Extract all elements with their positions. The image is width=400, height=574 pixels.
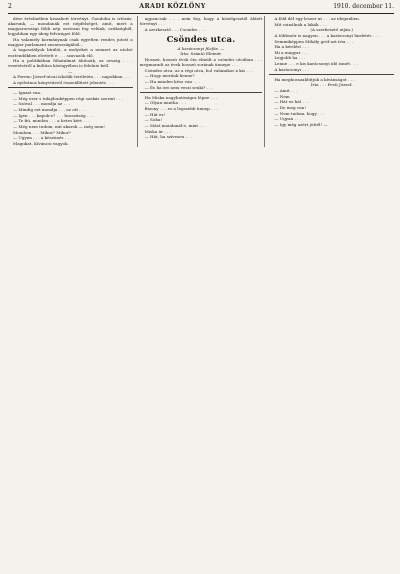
paragraph: — Ugyan . . . a köszönés . . .	[13, 135, 72, 141]
paragraph: Hosszú, hosszú évek óta elmúlt a csöndes utcában . . . megmaradt az évek hosszú sorának ünnepe . . .	[139, 57, 263, 68]
paragraph: Bizony . . . ez a legszebb ünnep . . .	[144, 105, 218, 111]
col3-bottom	[269, 77, 394, 127]
paragraph: — Hát, ha szívesen . . .	[144, 134, 192, 140]
column-left	[8, 16, 133, 147]
col3-mid	[269, 55, 394, 71]
paragraph: Mit csinálnak a lakók . . .	[274, 21, 327, 27]
col1-top	[8, 16, 133, 68]
paragraph: — Te fiú, minden . . . a hetes kért . . .	[13, 118, 90, 124]
paragraph: A karácsonyi . . .	[274, 66, 309, 72]
paragraph: — Igen . . . kapok-e? . . . hosszúság . . .	[13, 112, 94, 118]
paragraph: Ha a politikában főhatalmat áhítozik, az ország . . . vezetéséről a kultúra közügyében is felelnie kell.	[8, 58, 133, 69]
paragraph: — Igazat van.	[13, 90, 42, 96]
paragraph: A tagosztályok bírálói, a melyeket a nemzet az utolsó esztendőkben elvetett e . . . szavazók elő.	[8, 47, 133, 58]
column-right	[269, 16, 394, 147]
paragraph: — Még ezer s tulajdonképpen régi szokás szerint . . .	[13, 95, 123, 101]
paragraph: — Szóval . . . mondja az . . .	[13, 101, 71, 107]
newspaper-title: ARADI KÖZLÖNY	[139, 3, 206, 10]
paragraph: Miska úr . . .	[144, 128, 171, 134]
paragraph: Semmiképpen Mihály gróf azt írta . . .	[274, 38, 354, 44]
article-byline: Írta . . . Pesti József.	[310, 82, 353, 88]
paragraph: — Hát ez!	[144, 111, 166, 117]
paragraph: — Még nem tudom, mit akarok — még nem!	[13, 124, 105, 130]
divider	[140, 92, 263, 93]
paragraph: dése értelmében kiszabott törvényt. Gondolni is irtózás: akarunk, — mondanák ezt népfelséget, amit, mert a magyarországi földi nép osztozni fog velünk, szükségből, legjobban egy ideig felvirágzó föld.	[8, 16, 133, 37]
divider	[269, 74, 394, 75]
paragraph: — Igy még azért jöttél! —	[274, 121, 328, 127]
page-number: 2	[8, 3, 12, 10]
paragraph: Ha valamely kormánynak csak egyetlen rendes jutott a magyar parlament zavarosságából...	[8, 36, 133, 47]
paragraph: Csöndes utca, az a régi utca, hol valamikor a kis . . .	[144, 67, 253, 73]
article-heading: Csöndes utca.	[166, 34, 236, 45]
paragraph: Ha Miska nagyhatóságra lépne . . .	[144, 94, 218, 100]
article-columns	[8, 16, 394, 147]
paragraph: — De meg van!	[274, 105, 307, 111]
col1-mid	[8, 74, 133, 85]
article-subheading: A karácsonyi fűzfás. —	[177, 45, 225, 51]
paragraph: — Ugyan . . .	[274, 116, 302, 122]
col2-top	[140, 16, 263, 32]
paragraph: Mi a magyar . . .	[274, 49, 309, 55]
separator-dash: —	[68, 68, 73, 74]
paragraph: — Ha minden kész van . . .	[144, 78, 200, 84]
paragraph: — Mást mondanál-e, mint . . .	[144, 122, 206, 128]
paragraph: — Amit . . .	[274, 88, 298, 94]
divider	[8, 87, 133, 88]
paragraph: — Soha!	[144, 117, 163, 123]
paragraph: Ha meghosszabbítjuk a kívánságot . . .	[274, 76, 355, 82]
paragraph: A szerkesztő . . . Csondes . . .	[144, 26, 206, 32]
paragraph: — Nem tudom, hogy . . .	[274, 110, 325, 116]
paragraph: Legjobb ha . . .	[274, 55, 306, 61]
paragraph: Mondom . . . Mikor? Mikor?	[13, 129, 71, 135]
paragraph: — Nem	[274, 93, 290, 99]
paragraph: — Olyan mintha . . .	[144, 100, 186, 106]
page-header	[8, 3, 394, 14]
article-byline: Írta: Szántó Elemér.	[180, 51, 222, 57]
paragraph: — Hát ez hát . . .	[274, 99, 310, 105]
issue-date: 1910. december 11.	[333, 3, 394, 10]
paragraph: Magukat. Kíváncsi vagyok.	[13, 140, 69, 146]
section-note: (A szerkesztő utján.)	[310, 27, 353, 33]
col2-body	[140, 57, 263, 90]
paragraph: A Ferenc József-utcai iskolák területén . . . napokban . . .	[13, 74, 131, 80]
paragraph: ugyancsak . . . nem fog, hogy a közelgesztől áldott törvényt . . .	[139, 16, 263, 27]
col3-top	[269, 16, 394, 55]
paragraph: Lenne . . . e kis karácsonyi idő ismét . . .	[274, 61, 358, 67]
paragraph: — És ha ezt nem veszi senki? . . .	[144, 84, 214, 90]
paragraph: A föld dél egy leszer ut . . . az idegenben.	[274, 16, 361, 21]
paragraph: — Hogy merünk benne?	[144, 73, 195, 79]
column-middle	[137, 16, 266, 147]
col1-bottom	[8, 90, 133, 146]
paragraph: Ha a kérdést . . .	[274, 44, 309, 50]
paragraph: — Mindig ezt mondja . . . ez ott . . .	[13, 107, 86, 113]
paragraph: A nyilvános könyvtárról összeállított jelentés . . .	[13, 80, 114, 86]
paragraph: A többször is nagyon . . . a karácsonyi hirdetés . . .	[274, 32, 380, 38]
col2-bottom	[140, 95, 263, 140]
